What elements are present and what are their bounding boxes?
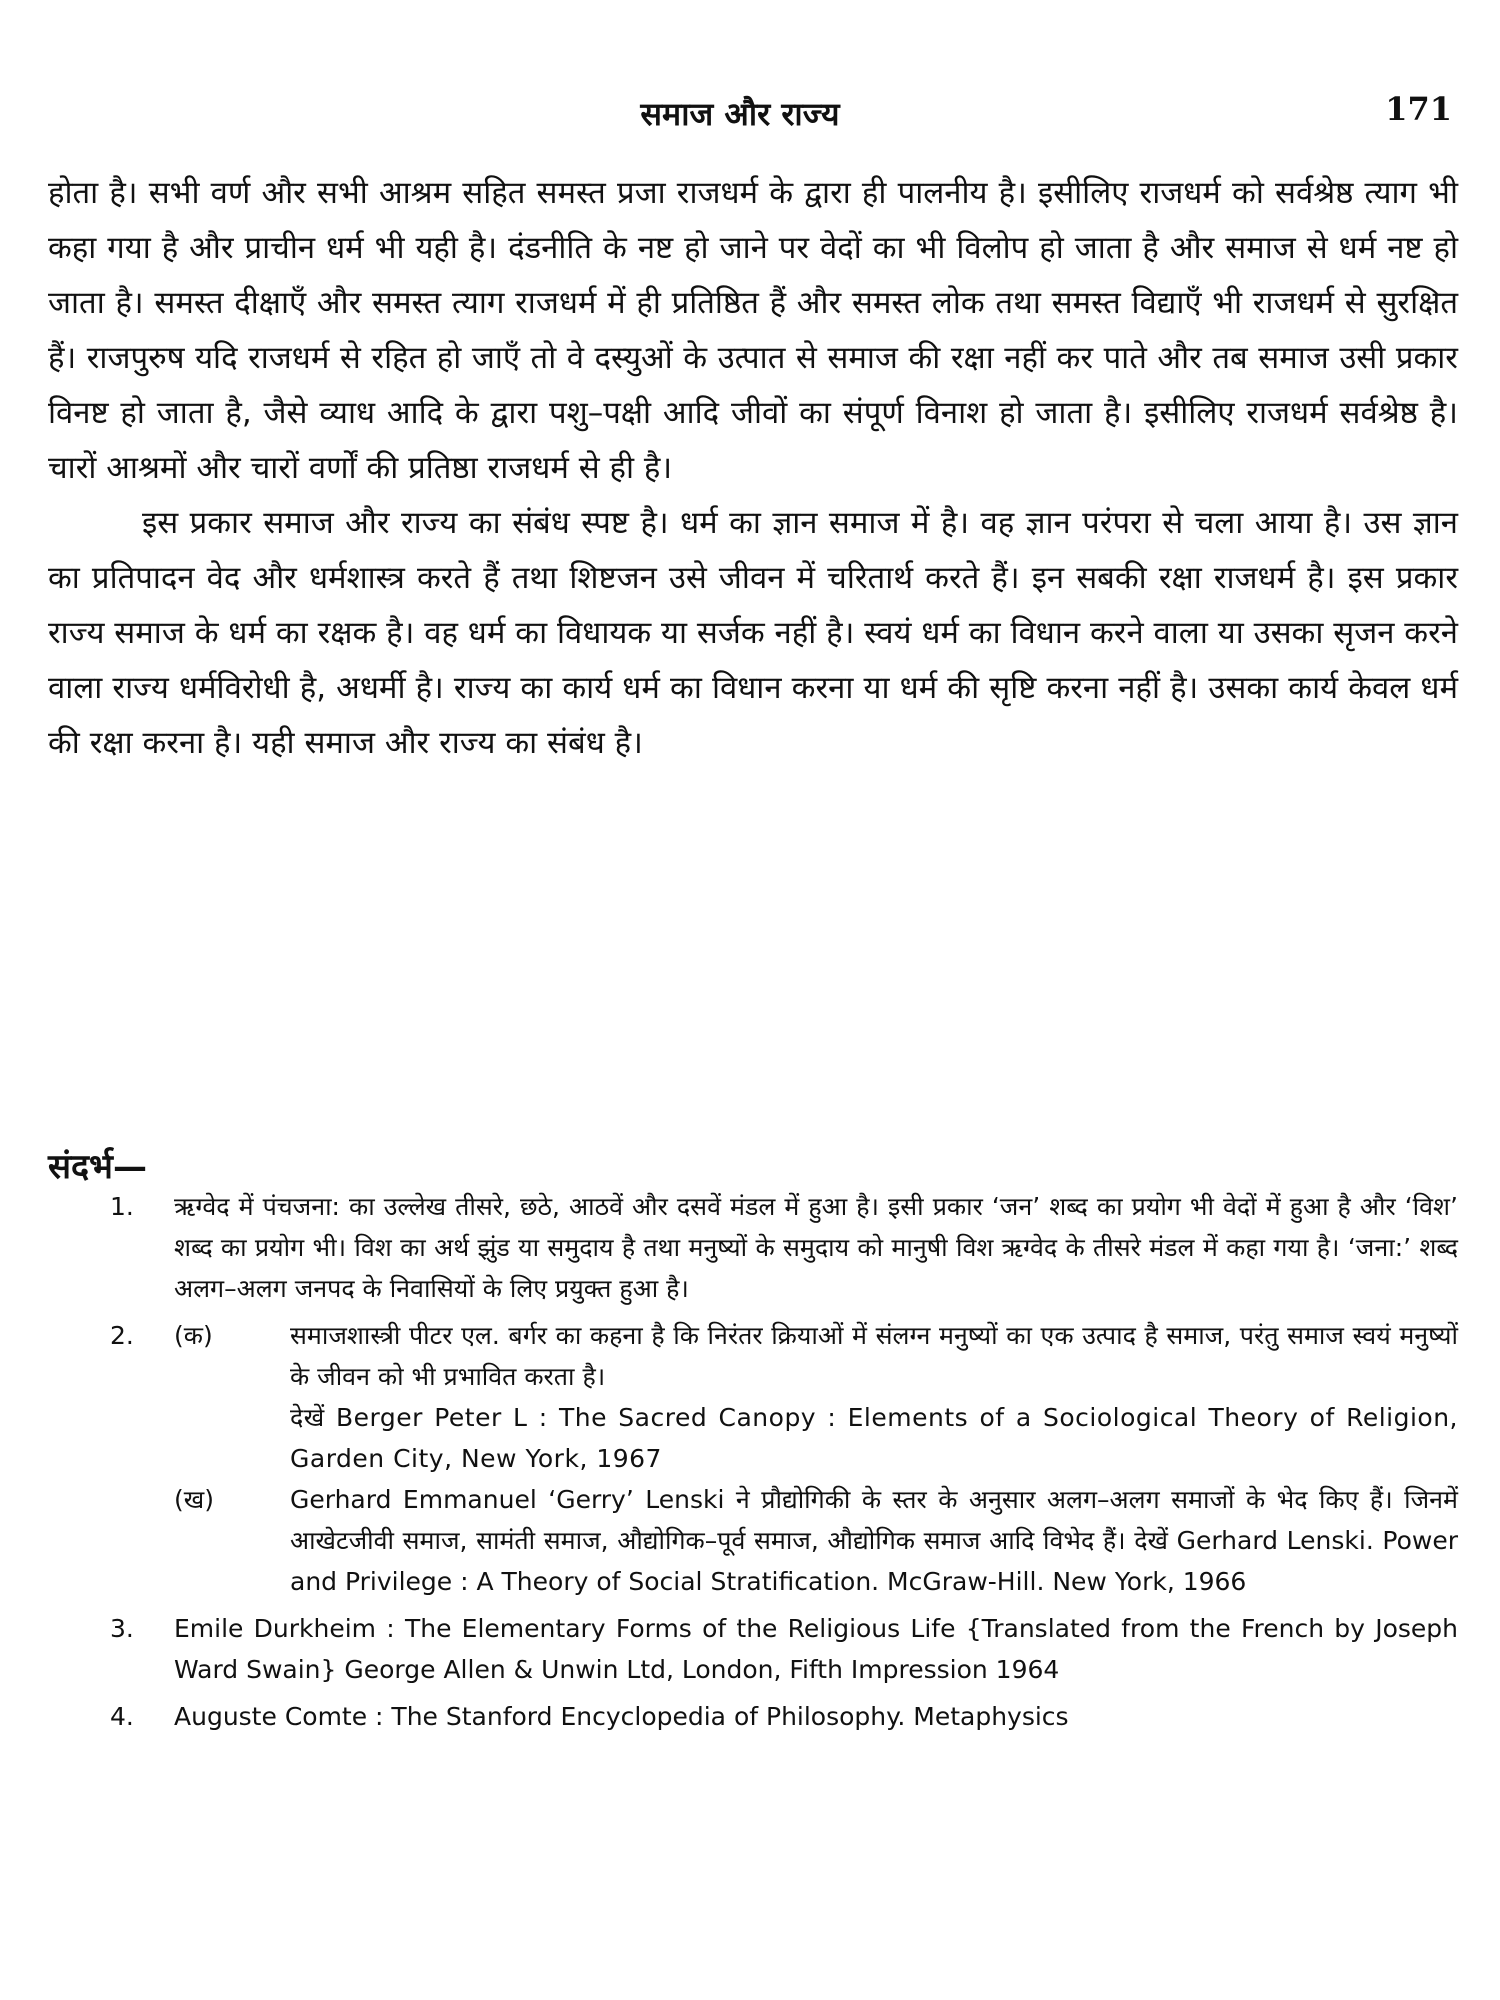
- reference-number: 2.: [110, 1321, 134, 1350]
- reference-subitems: [174, 1315, 1458, 1602]
- subitem-citation: देखें Berger Peter L : The Sacred Canopy : Elements of a Sociological Theory of Religion, Garden City, New York, 1967: [290, 1403, 1458, 1473]
- reference-number: 1.: [110, 1192, 134, 1221]
- reference-item: [48, 1315, 1458, 1602]
- reference-item: [48, 1608, 1458, 1690]
- running-title: समाज और राज्य: [640, 95, 840, 133]
- reference-text: Emile Durkheim : The Elementary Forms of the Religious Life {Translated from the French by Joseph Ward Swain} George Allen & Unwin Ltd, London, Fifth Impression 1964: [174, 1614, 1458, 1684]
- subitem-label: (ख): [174, 1485, 214, 1514]
- reference-number: 4.: [110, 1702, 134, 1731]
- reference-text: Auguste Comte : The Stanford Encyclopedia of Philosophy. Metaphysics: [174, 1702, 1069, 1731]
- subitem-label: (क): [174, 1321, 213, 1350]
- reference-text: ऋग्वेद में पंचजना: का उल्लेख तीसरे, छठे, आठवें और दसवें मंडल में हुआ है। इसी प्रकार ‘जन’ शब्द का प्रयोग भी वेदों में हुआ है और ‘विश’ शब्द का प्रयोग भी। विश का अर्थ झुंड या समुदाय है तथा मनुष्यों के समुदाय को मानुषी विश ऋग्वेद के तीसरे मंडल में कहा गया है। ‘जना:’ शब्द अलग–अलग जनपद के निवासियों के लिए प्रयुक्त हुआ है।: [174, 1192, 1458, 1303]
- reference-subitem: [174, 1315, 1458, 1479]
- reference-item: [48, 1696, 1458, 1737]
- paragraph: इस प्रकार समाज और राज्य का संबंध स्पष्ट है। धर्म का ज्ञान समाज में है। वह ज्ञान परंपरा से चला आया है। उस ज्ञान का प्रतिपादन वेद और धर्मशास्त्र करते हैं तथा शिष्टजन उसे जीवन में चरितार्थ करते हैं। इन सबकी रक्षा राजधर्म है। इस प्रकार राज्य समाज के धर्म का रक्षक है। वह धर्म का विधायक या सर्जक नहीं है। स्वयं धर्म का विधान करने वाला या उसका सृजन करने वाला राज्य धर्मविरोधी है, अधर्मी है। राज्य का कार्य धर्म का विधान करना या धर्म की सृष्टि करना नहीं है। उसका कार्य केवल धर्म की रक्षा करना है। यही समाज और राज्य का संबंध है।: [48, 505, 1458, 761]
- paragraph: होता है। सभी वर्ण और सभी आश्रम सहित समस्त प्रजा राजधर्म के द्वारा ही पालनीय है। इसीलिए राजधर्म को सर्वश्रेष्ठ त्याग भी कहा गया है और प्राचीन धर्म भी यही है। दंडनीति के नष्ट हो जाने पर वेदों का भी विलोप हो जाता है और समाज से धर्म नष्ट हो जाता है। समस्त दीक्षाएँ और समस्त त्याग राजधर्म में ही प्रतिष्ठित हैं और समस्त लोक तथा समस्त विद्याएँ भी राजधर्म से सुरक्षित हैं। राजपुरुष यदि राजधर्म से रहित हो जाएँ तो वे दस्युओं के उत्पात से समाज की रक्षा नहीं कर पाते और तब समाज उसी प्रकार विनष्ट हो जाता है, जैसे व्याध आदि के द्वारा पशु–पक्षी आदि जीवों का संपूर्ण विनाश हो जाता है। इसीलिए राजधर्म सर्वश्रेष्ठ है। चारों आश्रमों और चारों वर्णों की प्रतिष्ठा राजधर्म से ही है।: [48, 175, 1458, 486]
- references-list: [48, 1186, 1458, 1737]
- reference-number: 3.: [110, 1614, 134, 1643]
- subitem-text: समाजशास्त्री पीटर एल. बर्गर का कहना है कि निरंतर क्रियाओं में संलग्न मनुष्यों का एक उत्पाद है समाज, परंतु समाज स्वयं मनुष्यों के जीवन को भी प्रभावित करता है।: [290, 1321, 1458, 1391]
- references-heading: संदर्भ—: [48, 1147, 147, 1187]
- page-number: 171: [1385, 90, 1452, 128]
- main-text: [48, 166, 1458, 771]
- reference-subitem: [174, 1479, 1458, 1602]
- reference-item: [48, 1186, 1458, 1309]
- subitem-text: Gerhard Emmanuel ‘Gerry’ Lenski ने प्रौद्योगिकी के स्तर के अनुसार अलग–अलग समाजों के भेद किए हैं। जिनमें आखेटजीवी समाज, सामंती समाज, औद्योगिक–पूर्व समाज, औद्योगिक समाज आदि विभेद हैं। देखें Gerhard Lenski. Power and Privilege : A Theory of Social Stratification. McGraw-Hill. New York, 1966: [290, 1485, 1458, 1596]
